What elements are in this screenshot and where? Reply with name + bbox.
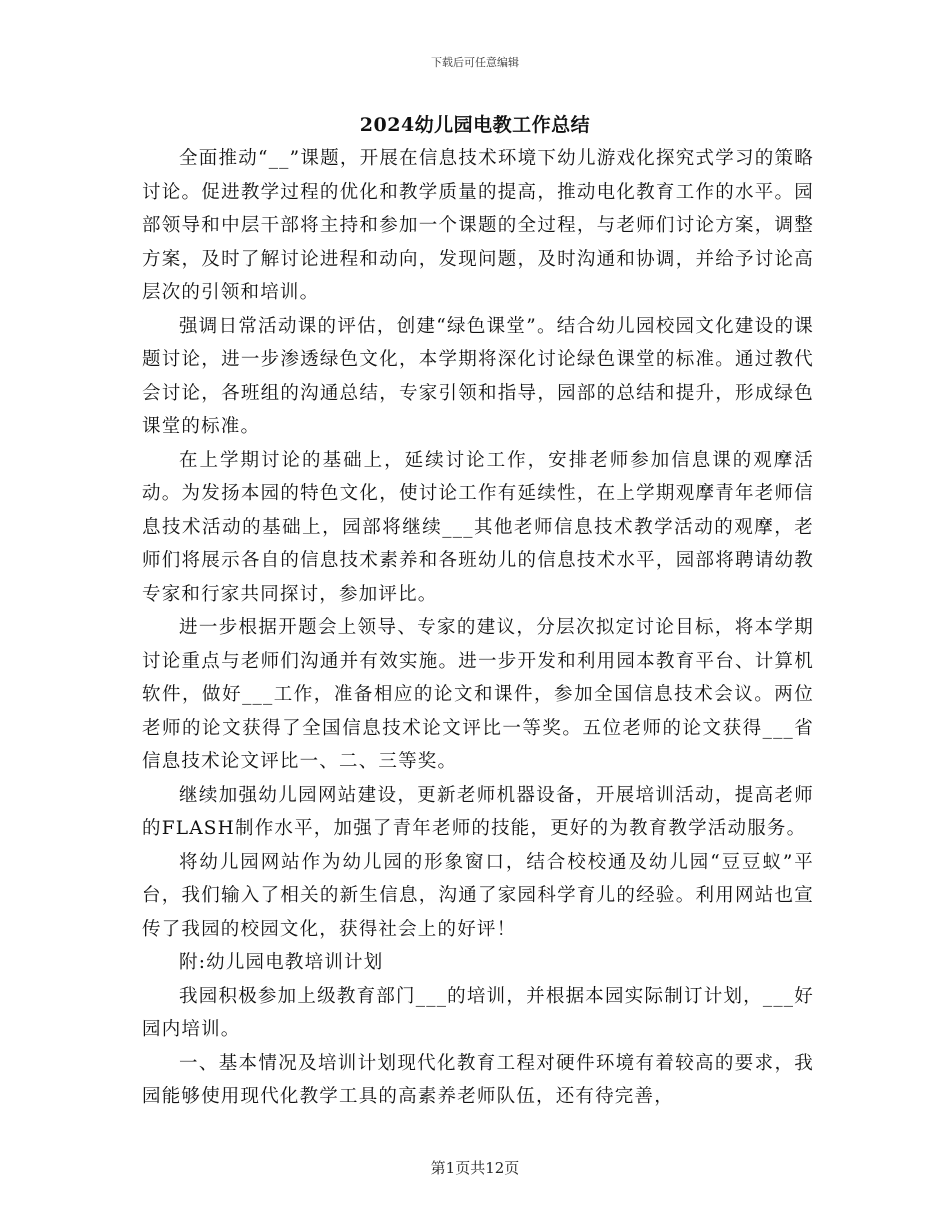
- paragraph: 继续加强幼儿园网站建设，更新老师机器设备，开展培训活动，提高老师的FLASH制作水平，加强了青年老师的技能，更好的为教育教学活动服务。: [142, 784, 814, 839]
- document-title: 2024幼儿园电教工作总结: [359, 114, 591, 136]
- paragraph: 在上学期讨论的基础上，延续讨论工作，安排老师参加信息课的观摩活动。为发扬本园的特色文化，使讨论工作有延续性，在上学期观摩青年老师信息技术活动的基础上，园部将继续___其他老师信息技术教学活动的观摩，老师们将展示各自的信息技术素养和各班幼儿的信息技术水平，园部将聘请幼教专家和行家共同探讨，参加评比。: [142, 449, 814, 605]
- paragraph: 进一步根据开题会上领导、专家的建议，分层次拟定讨论目标，将本学期讨论重点与老师们沟通并有效实施。进一步开发和利用园本教育平台、计算机软件，做好___工作，准备相应的论文和课件，参加全国信息技术会议。两位老师的论文获得了全国信息技术论文评比一等奖。五位老师的论文获得___省信息技术论文评比一、二、三等奖。: [142, 617, 814, 772]
- paragraph: 全面推动“__”课题，开展在信息技术环境下幼儿游戏化探究式学习的策略讨论。促进教学过程的优化和教学质量的提高，推动电化教育工作的水平。园部领导和中层干部将主持和参加一个课题的全过程，与老师们讨论方案，调整方案，及时了解讨论进程和动向，发现问题，及时沟通和协调，并给予讨论高层次的引领和培训。: [142, 148, 814, 303]
- appendix-heading: 附:幼儿园电教培训计划: [179, 952, 384, 973]
- paragraph: 我园积极参加上级教育部门___的培训，并根据本园实际制订计划，___好园内培训。: [142, 985, 814, 1040]
- page-header-note: 下载后可任意编辑: [431, 56, 519, 69]
- page-number: 第1页共12页: [430, 1159, 520, 1177]
- paragraph: 一、基本情况及培训计划现代化教育工程对硬件环境有着较高的要求，我园能够使用现代化教学工具的高素养老师队伍，还有待完善，: [142, 1052, 814, 1107]
- document-body: [142, 142, 814, 1114]
- paragraph: 强调日常活动课的评估，创建“绿色课堂”。结合幼儿园校园文化建设的课题讨论，进一步渗透绿色文化，本学期将深化讨论绿色课堂的标准。通过教代会讨论，各班组的沟通总结，专家引领和指导，园部的总结和提升，形成绿色课堂的标准。: [142, 315, 814, 437]
- paragraph: 将幼儿园网站作为幼儿园的形象窗口，结合校校通及幼儿园“豆豆蚁”平台，我们输入了相关的新生信息，沟通了家园科学育儿的经验。利用网站也宣传了我园的校园文化，获得社会上的好评！: [142, 851, 814, 940]
